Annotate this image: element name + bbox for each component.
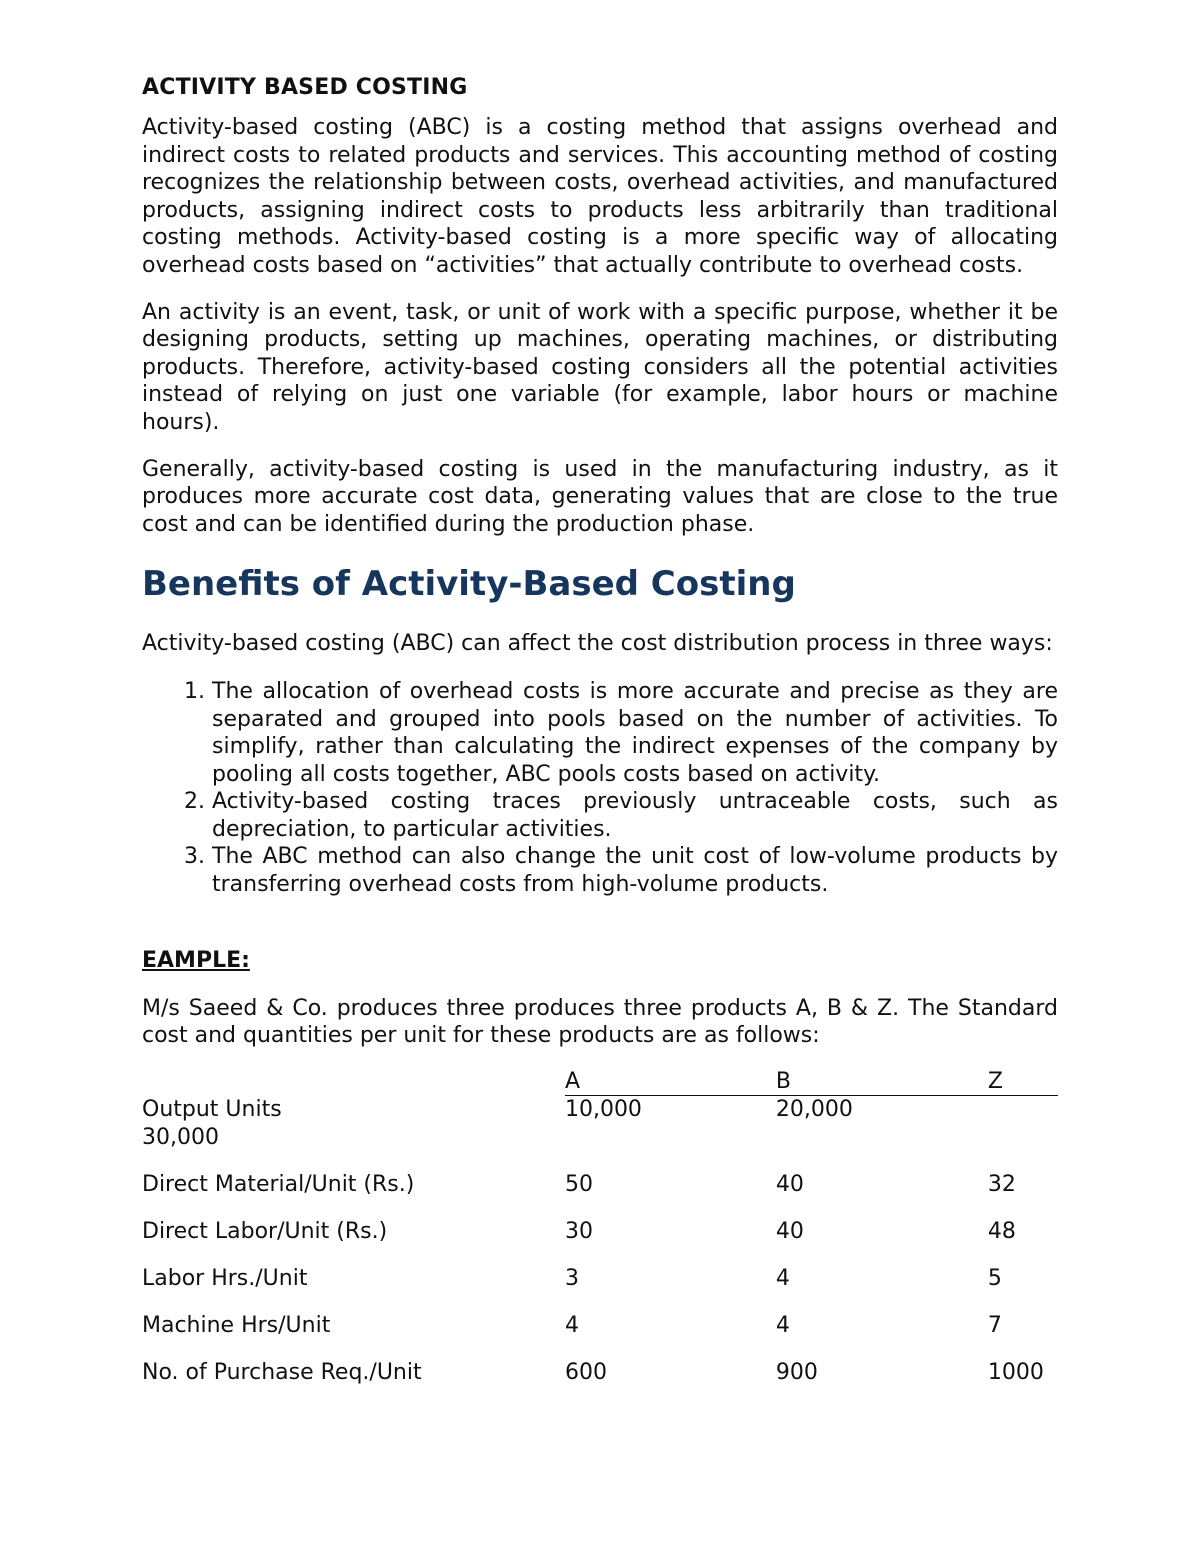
standard-cost-table	[142, 1068, 1058, 1406]
cell-a: 10,000	[564, 1097, 642, 1123]
benefit-item-3: 3. The ABC method can also change the unit cost of low-volume products by transferring overhead costs from high-volume products.	[212, 843, 1058, 898]
cell-z: 1000	[987, 1360, 1044, 1385]
example-heading: EAMPLE:	[142, 947, 250, 973]
row-label-text: Output Units	[142, 1096, 282, 1122]
row-label-extra: 30,000	[142, 1124, 219, 1150]
intro-paragraph-3: Generally, activity-based costing is used in the manufacturing industry, as it produces more accurate cost data, generating values that are close to the true cost and can be identified during the production phase.	[142, 456, 1058, 537]
row-label: Direct Material/Unit (Rs.)	[142, 1171, 415, 1197]
benefit-item-2: 2. Activity-based costing traces previously untraceable costs, such as depreciation, to particular activities.	[212, 788, 1058, 843]
cell-b: 40	[775, 1171, 804, 1197]
table-row	[142, 1171, 1058, 1218]
table-row	[142, 1265, 1058, 1312]
benefits-list	[142, 678, 1058, 899]
cell-z: 48	[987, 1218, 1016, 1244]
column-header-a: A	[565, 1068, 776, 1096]
cell-b: 4	[775, 1312, 790, 1338]
cell-a: 30	[564, 1218, 593, 1244]
cell-z: 7	[987, 1312, 1002, 1338]
row-label: Direct Labor/Unit (Rs.)	[142, 1218, 388, 1244]
document-title: ACTIVITY BASED COSTING	[142, 75, 468, 100]
row-label: Machine Hrs/Unit	[142, 1312, 331, 1338]
intro-paragraph-2: An activity is an event, task, or unit of work with a specific purpose, whether it be designing products, setting up machines, operating machines, or distributing products. Therefore, activity-based costing considers all the potential activities instead of relying on just one variable (for example, labor hours or machine hours).	[142, 299, 1058, 435]
column-header-z: Z	[988, 1068, 1058, 1096]
intro-paragraph-1: Activity-based costing (ABC) is a costing method that assigns overhead and indirect costs to related products and services. This accounting method of costing recognizes the relationship between costs, overhead activities, and manufactured products, assigning indirect costs to products less arbitrarily than traditional costing methods. Activity-based costing is a more specific way of allocating overhead costs based on “activities” that actually contribute to overhead costs.	[142, 115, 1058, 278]
document-page	[142, 70, 1058, 1406]
benefits-heading: Benefits of Activity-Based Costing	[142, 564, 796, 605]
table-row	[142, 1218, 1058, 1265]
cell-a: 3	[564, 1265, 579, 1291]
column-header-b: B	[776, 1068, 988, 1096]
cell-b: 900	[775, 1360, 818, 1385]
cell-a: 50	[564, 1171, 593, 1197]
example-intro: M/s Saeed & Co. produces three produces three products A, B & Z. The Standard cost and quantities per unit for these products are as follows:	[142, 995, 1058, 1049]
table-header-row	[142, 1068, 1058, 1096]
cell-a: 4	[564, 1312, 579, 1338]
row-label: No. of Purchase Req./Unit	[142, 1360, 422, 1385]
row-label	[142, 1096, 565, 1171]
row-label: Labor Hrs./Unit	[142, 1265, 308, 1291]
benefit-item-1: 1. The allocation of overhead costs is more accurate and precise as they are separated and grouped into pools based on the number of activities. To simplify, rather than calculating the indirect expenses of the company by pooling all costs together, ABC pools costs based on activity.	[212, 678, 1058, 788]
table-row	[142, 1359, 1058, 1406]
benefits-intro: Activity-based costing (ABC) can affect the cost distribution process in three ways:	[142, 631, 1053, 657]
cell-z: 5	[987, 1265, 1002, 1291]
cell-b: 4	[775, 1265, 790, 1291]
cell-b: 40	[775, 1218, 804, 1244]
table-header-blank	[142, 1068, 565, 1096]
table-row	[142, 1312, 1058, 1359]
cell-z	[988, 1096, 1058, 1171]
cell-z: 32	[987, 1171, 1016, 1197]
cell-a: 600	[564, 1360, 607, 1385]
cell-b: 20,000	[775, 1097, 853, 1123]
table-row	[142, 1096, 1058, 1171]
